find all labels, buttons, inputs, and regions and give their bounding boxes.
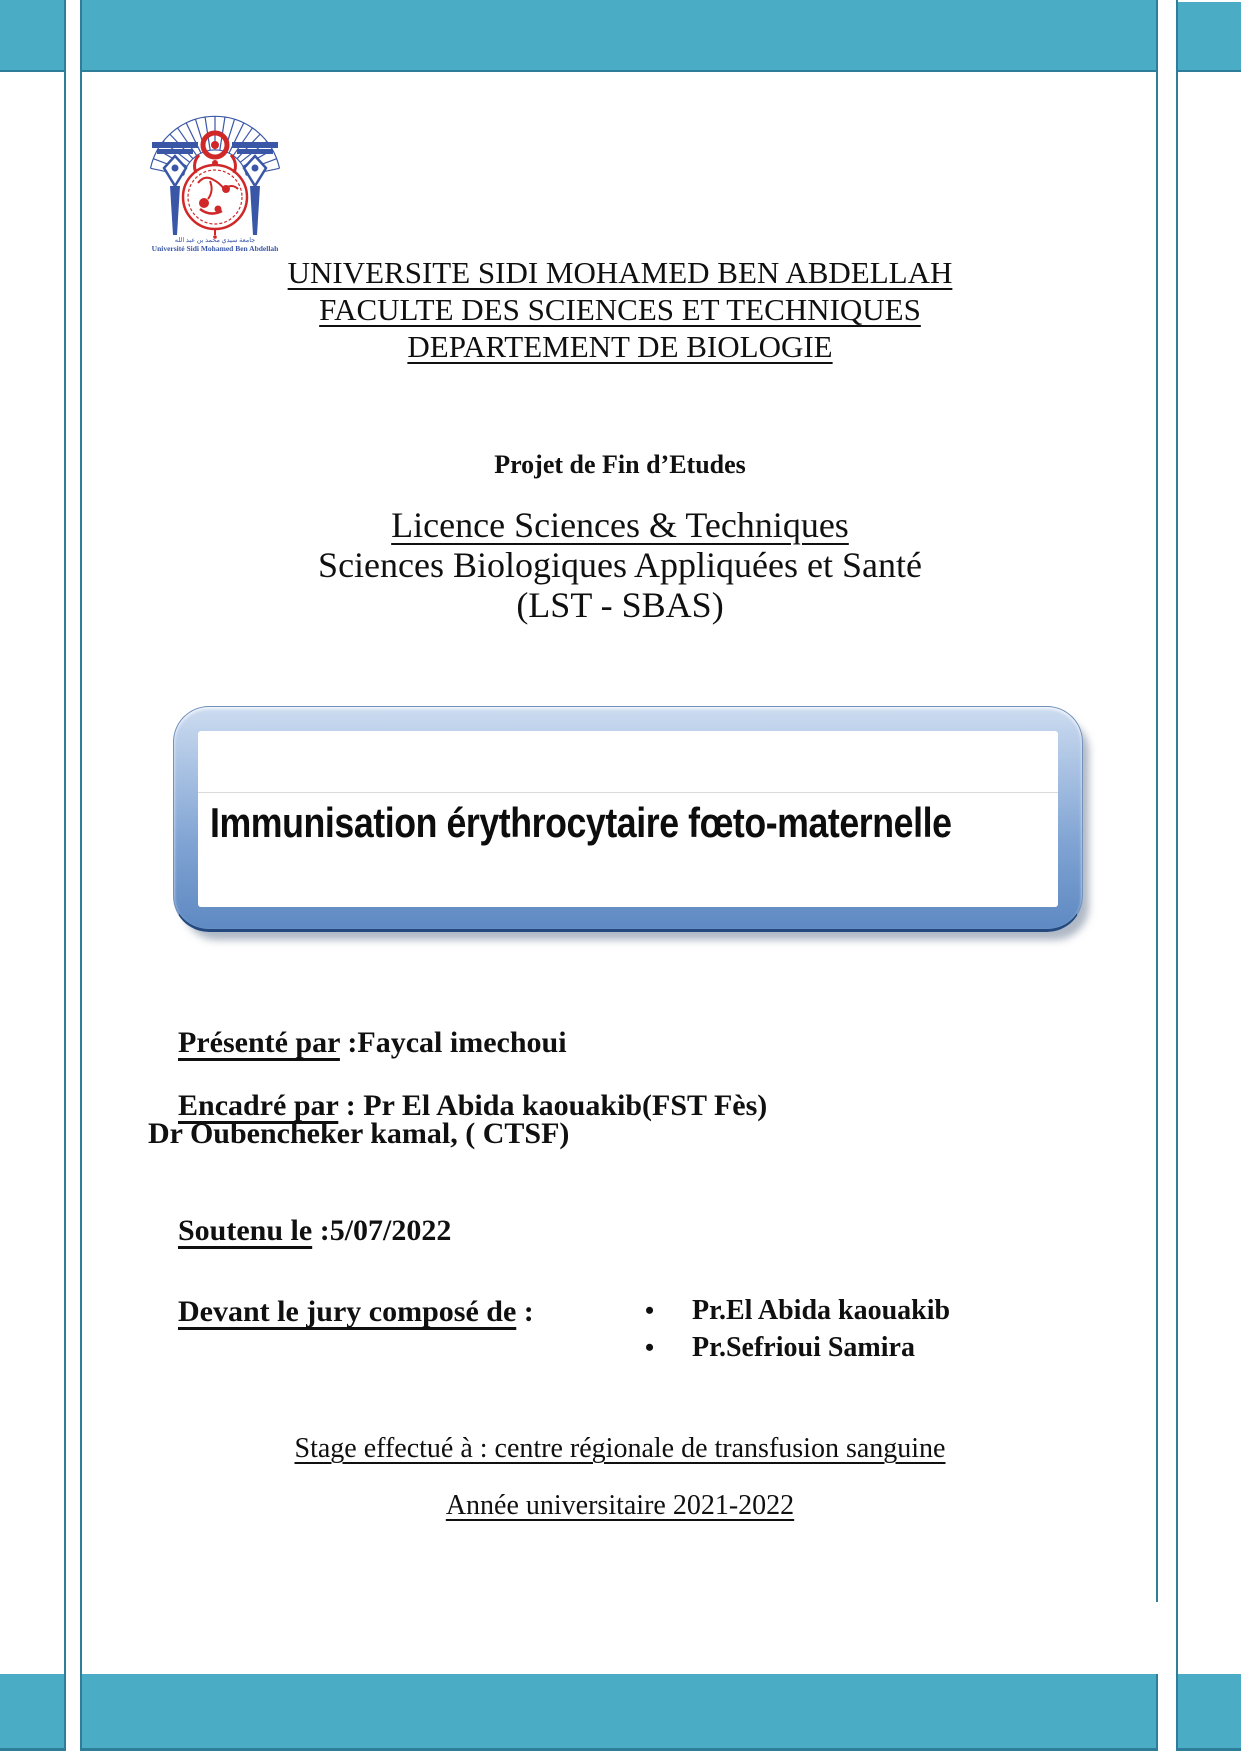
university-header <box>148 254 1092 365</box>
university-name: UNIVERSITE SIDI MOHAMED BEN ABDELLAH <box>287 255 953 290</box>
degree-name: Licence Sciences & Techniques <box>391 505 849 545</box>
supervised-by-value: : Pr El Abida kaouakib(FST Fès) <box>338 1089 768 1122</box>
academic-year-line <box>148 1490 1092 1522</box>
university-crest-icon <box>140 85 290 253</box>
frame-main-right-line <box>1156 0 1158 1602</box>
bullet-icon: • <box>645 1296 655 1325</box>
frame-right-strip-line <box>1176 0 1178 1751</box>
defended-on-label: Soutenu le <box>178 1214 313 1247</box>
presented-by-value: :Faycal imechoui <box>339 1026 567 1059</box>
presented-by-label: Présenté par <box>178 1026 340 1059</box>
logo-arabic-caption: جامعة سيدي محمد بن عبد الله <box>174 237 256 244</box>
frame-bottom-left-band <box>0 1674 66 1751</box>
jury-list <box>645 1292 950 1366</box>
program-block <box>148 505 1092 625</box>
specialty-name: Sciences Biologiques Appliquées et Santé <box>318 545 922 585</box>
jury-member-name: Pr.El Abida kaouakib <box>692 1295 951 1326</box>
jury-heading-line <box>148 1261 534 1363</box>
bullet-icon: • <box>645 1333 655 1362</box>
jury-heading-suffix: : <box>516 1295 534 1328</box>
frame-top-main-band <box>80 0 1158 72</box>
jury-member-row <box>645 1292 950 1329</box>
project-type: Projet de Fin d’Etudes <box>494 450 746 479</box>
co-supervisor-line: Dr Oubencheker kamal, ( CTSF) <box>148 1117 570 1150</box>
faculty-name: FACULTE DES SCIENCES ET TECHNIQUES <box>319 292 921 327</box>
internship-text: Stage effectué à : centre régionale de transfusion sanguine <box>294 1433 946 1464</box>
frame-top-right-band <box>1176 2 1241 72</box>
jury-heading-label: Devant le jury composé de <box>178 1295 517 1328</box>
internship-line <box>148 1433 1092 1465</box>
title-box <box>173 706 1083 932</box>
department-name: DEPARTEMENT DE BIOLOGIE <box>407 329 833 364</box>
frame-bottom-main-band <box>80 1674 1158 1751</box>
frame-main-left-line <box>80 0 82 1751</box>
jury-member-row <box>645 1329 950 1366</box>
frame-bottom-right-band <box>1176 1674 1241 1751</box>
title-box-divider <box>198 792 1058 793</box>
university-logo <box>140 85 290 255</box>
frame-top-left-band <box>0 0 66 72</box>
thesis-title: Immunisation érythrocytaire fœto-maternelle <box>210 799 952 846</box>
jury-member-name: Pr.Sefrioui Samira <box>692 1332 915 1363</box>
frame-left-strip-line <box>64 0 66 1751</box>
defended-on-value: :5/07/2022 <box>312 1214 452 1247</box>
academic-year-text: Année universitaire 2021-2022 <box>445 1490 795 1521</box>
program-abbreviation: (LST - SBAS) <box>516 585 724 625</box>
supervised-by-label: Encadré par <box>178 1089 339 1122</box>
logo-caption: Université Sidi Mohamed Ben Abdellah <box>151 244 279 253</box>
